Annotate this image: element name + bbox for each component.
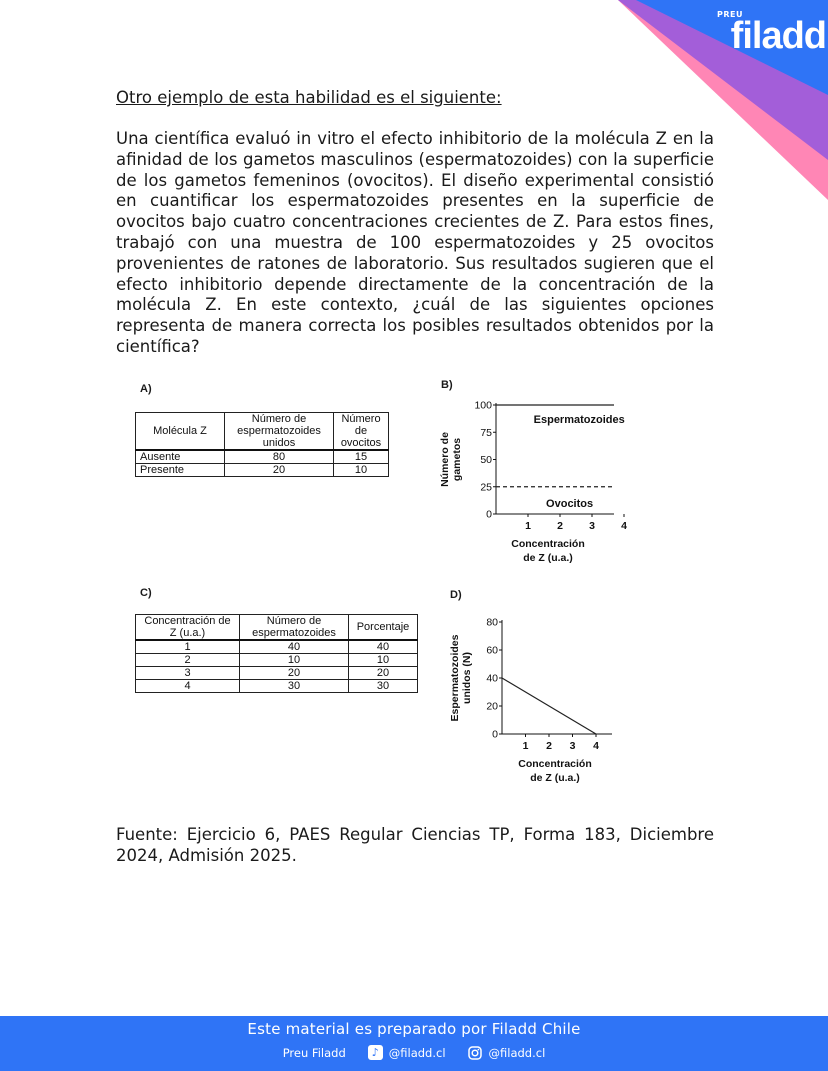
y-tick-label: 100: [474, 399, 492, 412]
option-c-header: Número de espermatozoides: [240, 615, 349, 641]
table-cell: 4: [136, 680, 240, 693]
x-tick-label: 2: [546, 740, 552, 752]
footer: [0, 1016, 828, 1071]
option-d-chart: [446, 612, 626, 790]
y-tick-label: 60: [486, 644, 498, 657]
table-cell: 10: [349, 654, 418, 667]
table-row: [136, 667, 418, 680]
table-row: [136, 680, 418, 693]
series-line: [502, 678, 596, 734]
source-citation: Fuente: Ejercicio 6, PAES Regular Ciencias TP, Forma 183, Diciembre 2024, Admisión 2025.: [116, 825, 714, 865]
footer-title: Este material es preparado por Filadd Chile: [247, 1020, 581, 1038]
table-cell: 40: [349, 640, 418, 654]
table-row: [136, 464, 389, 477]
section-heading: Otro ejemplo de esta habilidad es el siguiente:: [116, 88, 502, 107]
table-row: [136, 450, 389, 464]
table-cell: 20: [225, 464, 334, 477]
y-tick-label: 50: [480, 454, 492, 466]
question-paragraph: Una científica evaluó in vitro el efecto inhibitorio de la molécula Z en la afinidad de los gametos masculinos (espermatozoides) con la superficie de los gametos femeninos (ovocitos). El diseño experimental consistió en cuantificar los espermatozoides presentes en la superficie de ovocitos bajo cuatro concentraciones crecientes de Z. Para estos fines, trabajó con una muestra de 100 espermatozoides y 25 ovocitos provenientes de ratones de laboratorio. Sus resultados sugieren que el efecto inhibitorio depende directamente de la concentración de la molécula Z. En este contexto, ¿cuál de las siguientes opciones representa de manera correcta los posibles resultados obtenidos por la científica?: [116, 129, 714, 356]
x-axis-label: Concentración: [511, 538, 585, 550]
y-tick-label: 40: [486, 672, 498, 685]
table-cell: 15: [334, 450, 389, 464]
table-cell: 2: [136, 654, 240, 667]
tiktok-link[interactable]: @filadd.cl: [388, 1045, 446, 1060]
footer-org: Preu Filadd: [282, 1045, 346, 1060]
option-a-header: Molécula Z: [136, 413, 225, 451]
y-tick-label: 0: [492, 728, 498, 741]
option-a-table: [135, 412, 389, 477]
option-c-label: C): [140, 587, 152, 599]
table-cell: Presente: [136, 464, 225, 477]
table-cell: 30: [349, 680, 418, 693]
table-cell: 1: [136, 640, 240, 654]
x-tick-label: 1: [522, 740, 529, 752]
table-row: [136, 654, 418, 667]
option-c-table: [135, 614, 418, 693]
y-axis-label: gametos: [451, 437, 463, 482]
y-axis-label: Espermatozoides: [449, 634, 461, 722]
series-label-ovocitos: Ovocitos: [546, 497, 594, 510]
y-tick-label: 0: [486, 508, 492, 521]
option-c-header: Concentración de Z (u.a.): [136, 615, 240, 641]
table-cell: Ausente: [136, 450, 225, 464]
x-tick-label: 2: [557, 520, 563, 532]
x-tick-label: 3: [589, 520, 595, 532]
y-axis-label: unidos (N): [461, 652, 473, 704]
table-cell: 20: [349, 667, 418, 680]
x-tick-label: 1: [525, 520, 531, 532]
table-cell: 10: [240, 654, 349, 667]
option-a-header: Número de espermatozoides unidos: [225, 413, 334, 451]
table-cell: 80: [225, 450, 334, 464]
table-row: [136, 640, 418, 654]
option-b-label: B): [441, 379, 453, 391]
y-tick-label: 75: [480, 426, 492, 439]
brand-name: filadd: [730, 15, 826, 57]
table-cell: 20: [240, 667, 349, 680]
option-d-label: D): [450, 589, 462, 601]
x-tick-label: 4: [593, 740, 599, 752]
option-c-header: Porcentaje: [349, 615, 418, 641]
table-cell: 3: [136, 667, 240, 680]
table-cell: 40: [240, 640, 349, 654]
y-tick-label: 80: [486, 616, 498, 629]
brand-logo: [716, 10, 826, 57]
option-a-header: Número de ovocitos: [334, 413, 389, 451]
brand-small: PREU: [717, 10, 743, 19]
table-cell: 30: [240, 680, 349, 693]
option-b-chart: [436, 395, 626, 573]
y-tick-label: 25: [480, 481, 492, 494]
tiktok-icon: ♪: [368, 1045, 383, 1060]
footer-links: [0, 1045, 828, 1060]
instagram-icon: [468, 1045, 483, 1060]
y-axis-label: Número de: [439, 432, 451, 487]
x-axis-label: de Z (u.a.): [530, 772, 580, 784]
option-a-label: A): [140, 383, 152, 395]
x-axis-label: de Z (u.a.): [523, 552, 573, 564]
y-tick-label: 20: [486, 700, 498, 713]
series-label-espermatozoides: Espermatozoides: [533, 414, 625, 426]
x-axis-label: Concentración: [518, 758, 592, 770]
x-tick-label: 3: [569, 740, 576, 752]
table-cell: 10: [334, 464, 389, 477]
x-tick-label: 4: [621, 520, 627, 532]
instagram-link[interactable]: @filadd.cl: [488, 1045, 546, 1060]
